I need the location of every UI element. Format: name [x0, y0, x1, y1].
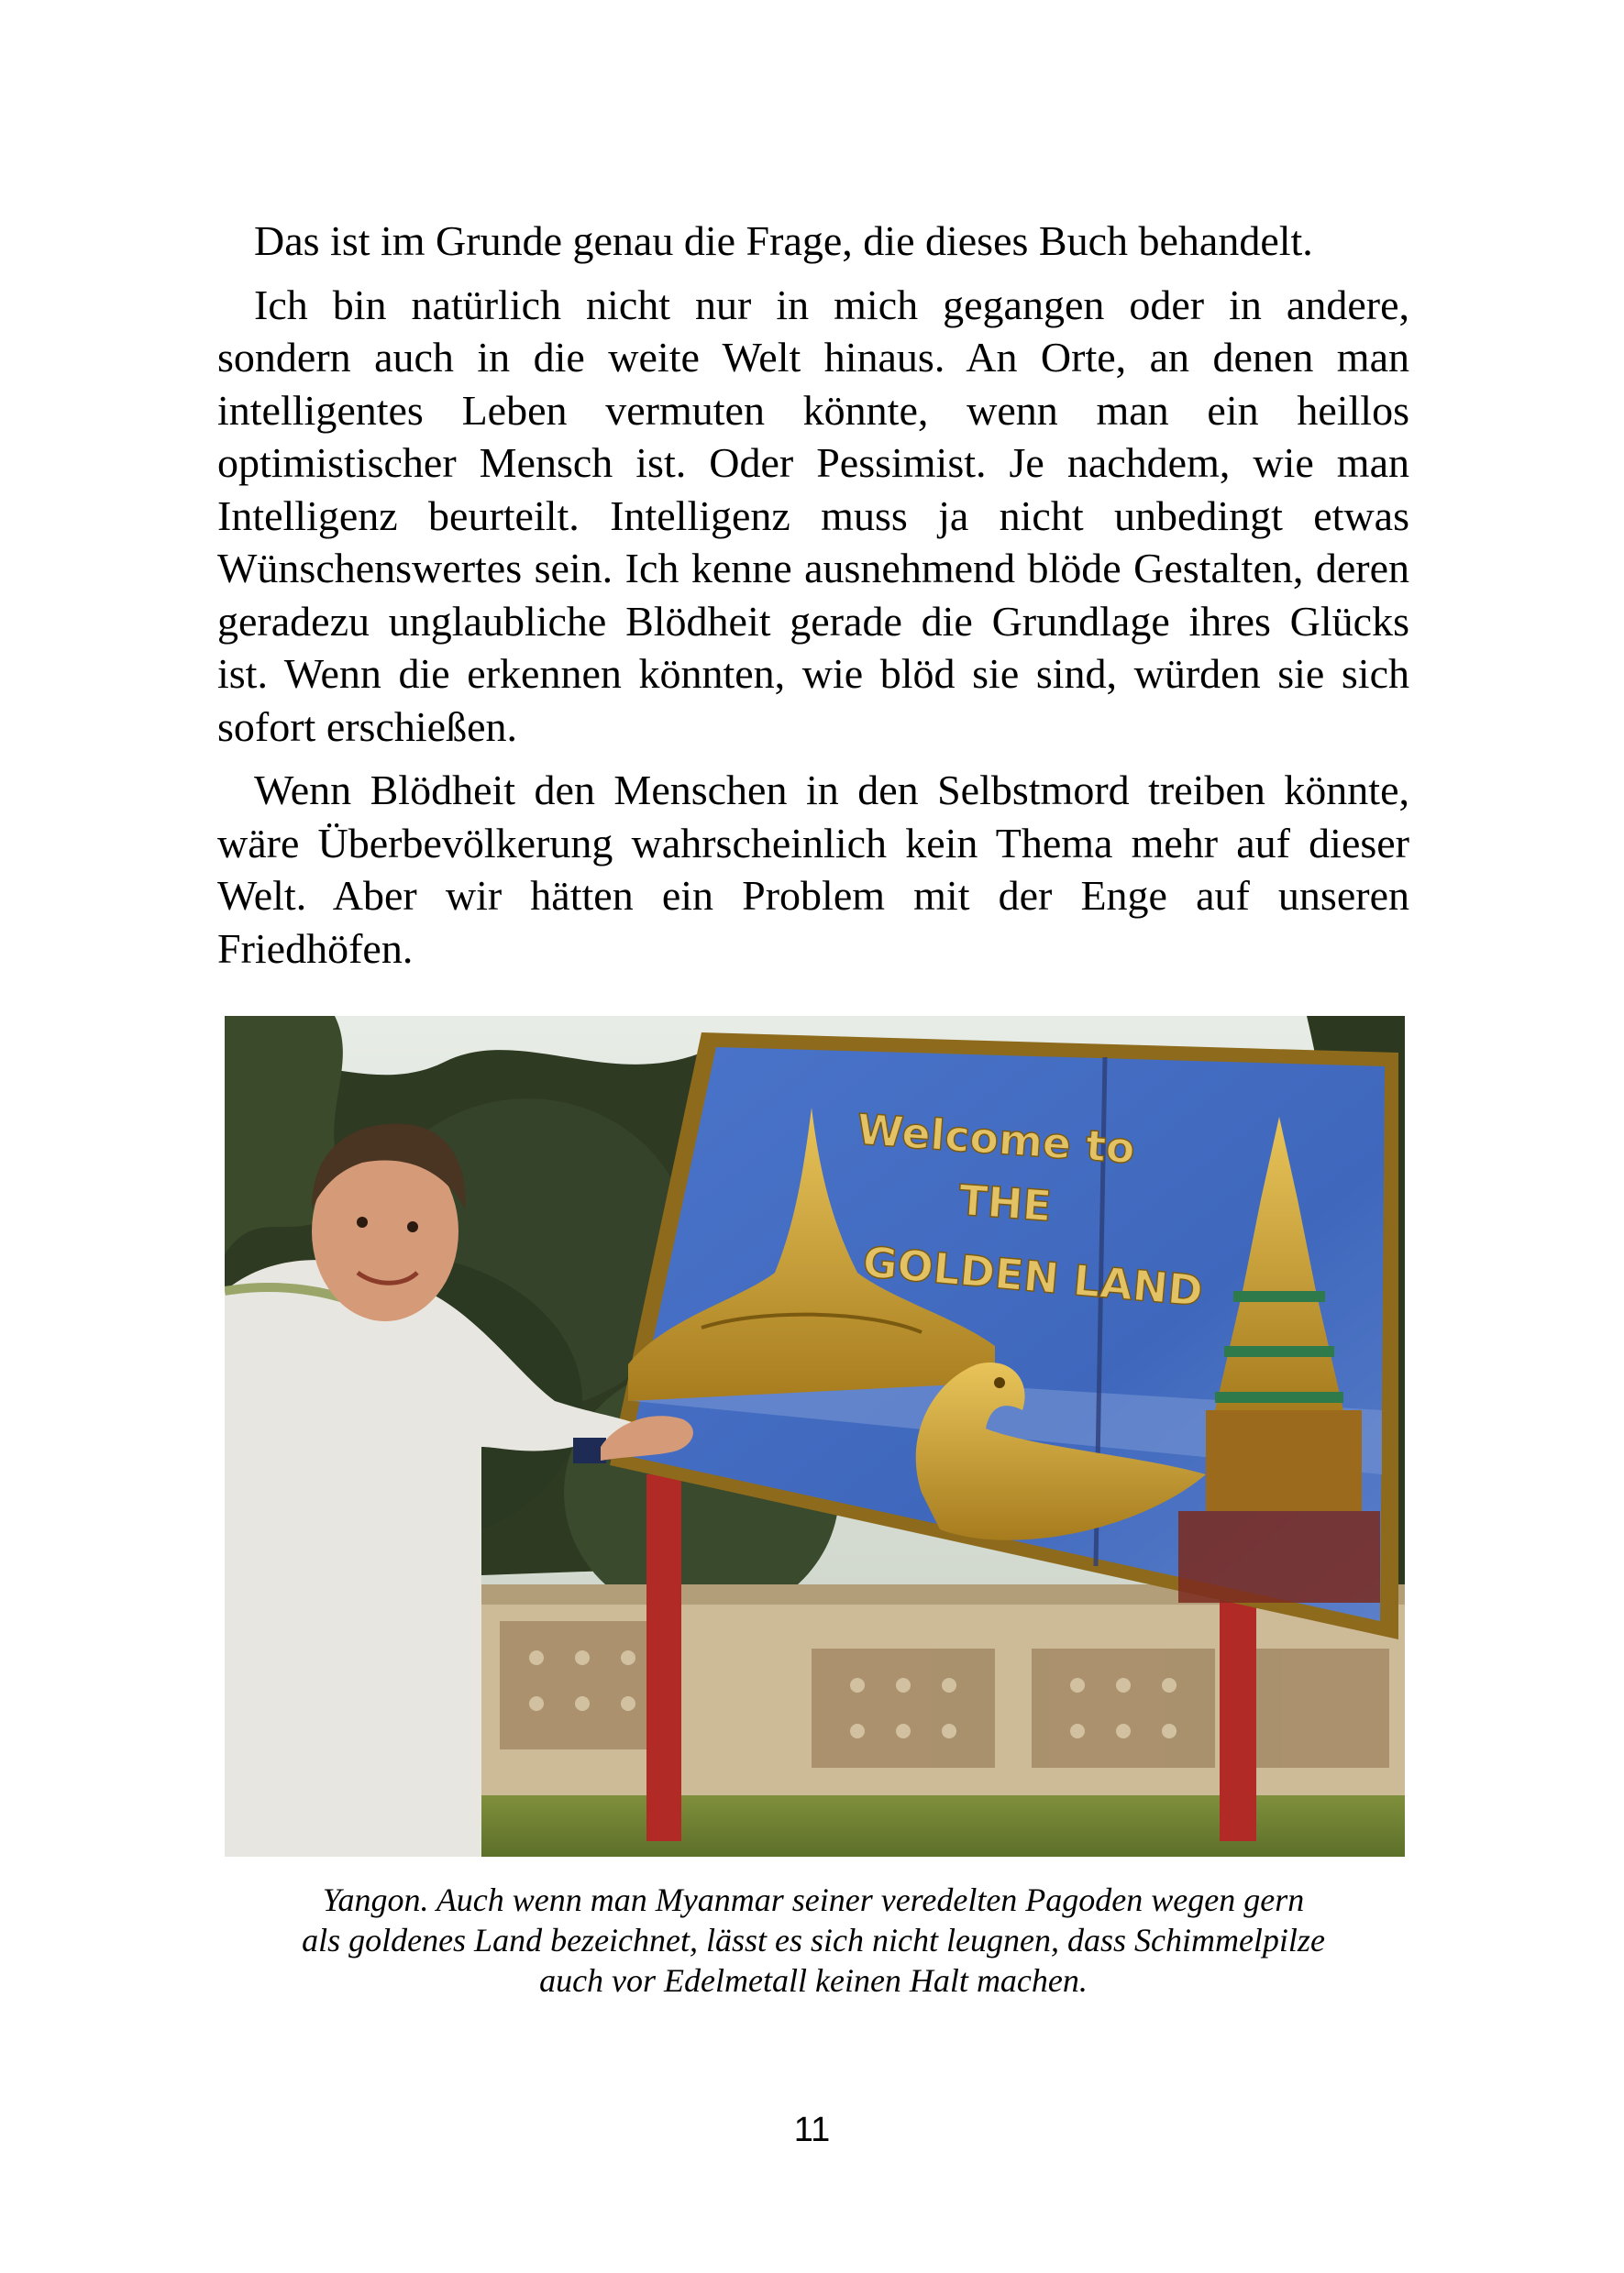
paragraph-3: Wenn Blödheit den Menschen in den Selbstmord treiben könnte, wäre Überbevölkerung wahrscheinlich kein Thema mehr auf dieser Welt. Aber wir hätten ein Problem mit der Enge auf unseren Friedhöfen. [217, 767, 1409, 972]
photo-caption [217, 1880, 1409, 2001]
paragraph-2: Ich bin natürlich nicht nur in mich gegangen oder in andere, sondern auch in die weite Welt hinaus. An Orte, an denen man intelligentes Leben vermuten könnte, wenn man ein heillos optimistischer Mensch ist. Oder Pessimist. Je nachdem, wie man Intelligenz beurteilt. Intelligenz muss ja nicht unbedingt etwas Wünschenswertes sein. Ich kenne ausnehmend blöde Gestalten, deren geradezu unglaubliche Blödheit gerade die Grundlage ihres Glücks ist. Wenn die erkennen könnten, wie blöd sie sind, würden sie sich sofort erschießen. [217, 281, 1409, 750]
photo-illustration [225, 1016, 1405, 1857]
caption-line-3: auch vor Edelmetall keinen Halt machen. [539, 1962, 1088, 1999]
sign-text-golden-land: GOLDEN LAND [860, 1236, 1205, 1317]
photo-golden-land-sign [225, 1016, 1405, 1857]
page-number: 11 [793, 2111, 831, 2149]
paragraph-1: Das ist im Grunde genau die Frage, die dieses Buch behandelt. [254, 217, 1313, 264]
sign-text-the: THE [956, 1175, 1054, 1231]
sign-text-welcome: Welcome to [855, 1104, 1137, 1174]
caption-line-1: Yangon. Auch wenn man Myanmar seiner veredelten Pagoden wegen gern [322, 1881, 1305, 1918]
caption-line-2: als goldenes Land bezeichnet, lässt es sich nicht leugnen, dass Schimmelpilze [302, 1922, 1325, 1959]
body-text [217, 215, 1409, 986]
